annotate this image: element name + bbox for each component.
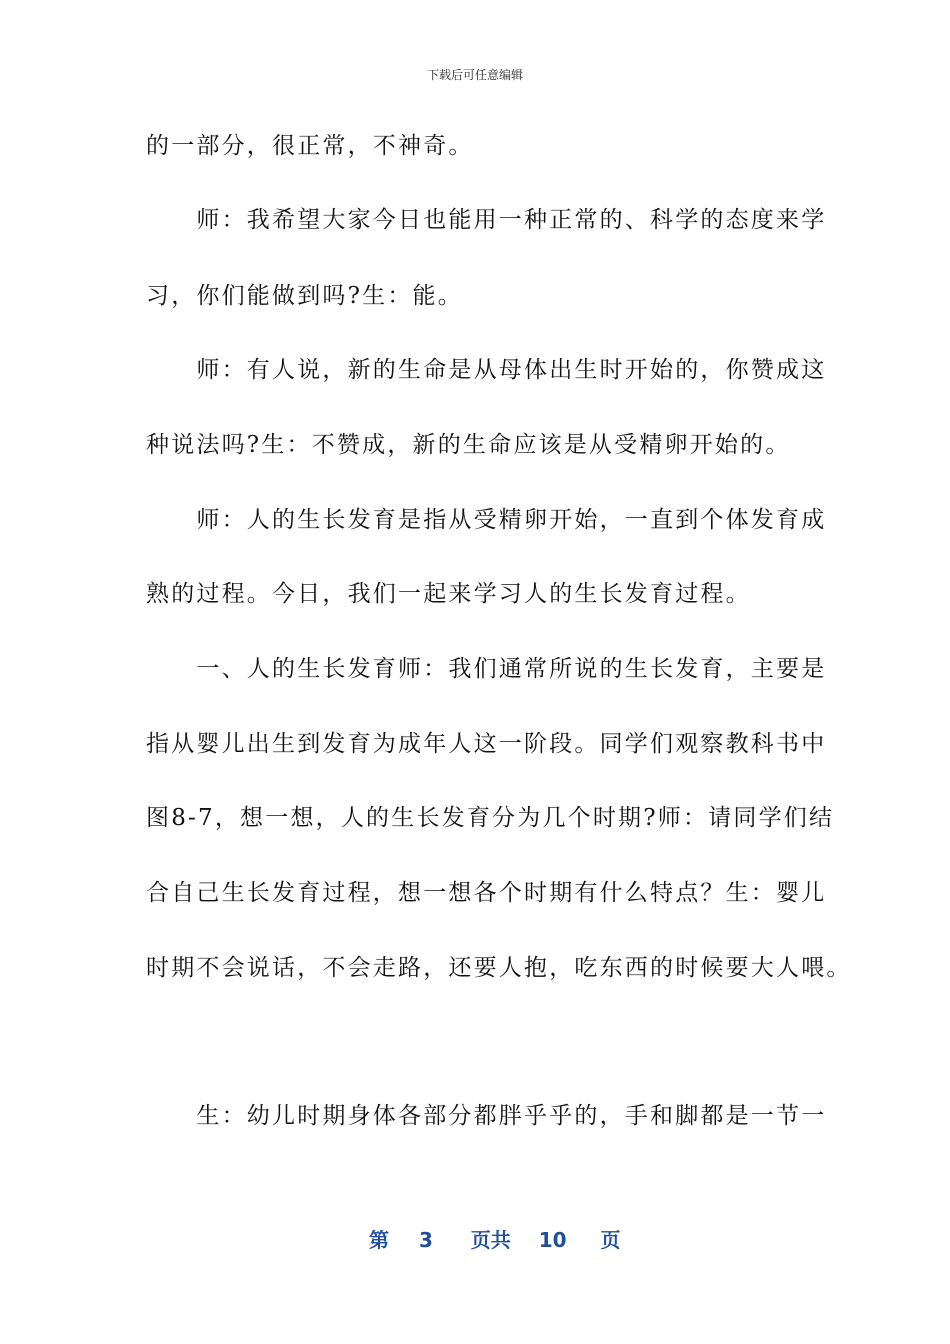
- page-footer: [369, 1224, 621, 1253]
- paragraph-line: 师：人的生长发育是指从受精卵开始，一直到个体发育成: [146, 507, 827, 533]
- paragraph-line: 师：我希望大家今日也能用一种正常的、科学的态度来学: [146, 207, 827, 233]
- footer-page-number: 3: [418, 1228, 433, 1252]
- paragraph-line: 合自己生长发育过程，想一想各个时期有什么特点？生：婴儿: [146, 880, 827, 906]
- paragraph-line: 图8-7，想一想，人的生长发育分为几个时期?师：请同学们结: [146, 805, 835, 831]
- paragraph-line: 指从婴儿出生到发育为成年人这一阶段。同学们观察教科书中: [146, 731, 827, 757]
- paragraph-line: 习，你们能做到吗?生：能。: [146, 283, 463, 309]
- footer-page-sep: 页共: [470, 1228, 511, 1252]
- footer-page-suffix: 页: [600, 1228, 621, 1252]
- paragraph-line: 时期不会说话，不会走路，还要人抱，吃东西的时候要大人喂。: [146, 955, 852, 981]
- paragraph-line: 熟的过程。今日，我们一起来学习人的生长发育过程。: [146, 581, 751, 607]
- paragraph-line: 种说法吗?生：不赞成，新的生命应该是从受精卵开始的。: [146, 432, 791, 458]
- paragraph-line: 的一部分，很正常，不神奇。: [146, 133, 474, 159]
- page-header: 下载后可任意编辑: [426, 68, 523, 82]
- paragraph-line: 生：幼儿时期身体各部分都胖乎乎的，手和脚都是一节一: [146, 1103, 827, 1129]
- footer-page-label: 第: [369, 1228, 389, 1252]
- paragraph-line: 一、人的生长发育师：我们通常所说的生长发育，主要是: [146, 656, 827, 682]
- footer-total-pages: 10: [538, 1228, 567, 1252]
- paragraph-line: 师：有人说，新的生命是从母体出生时开始的，你赞成这: [146, 357, 827, 383]
